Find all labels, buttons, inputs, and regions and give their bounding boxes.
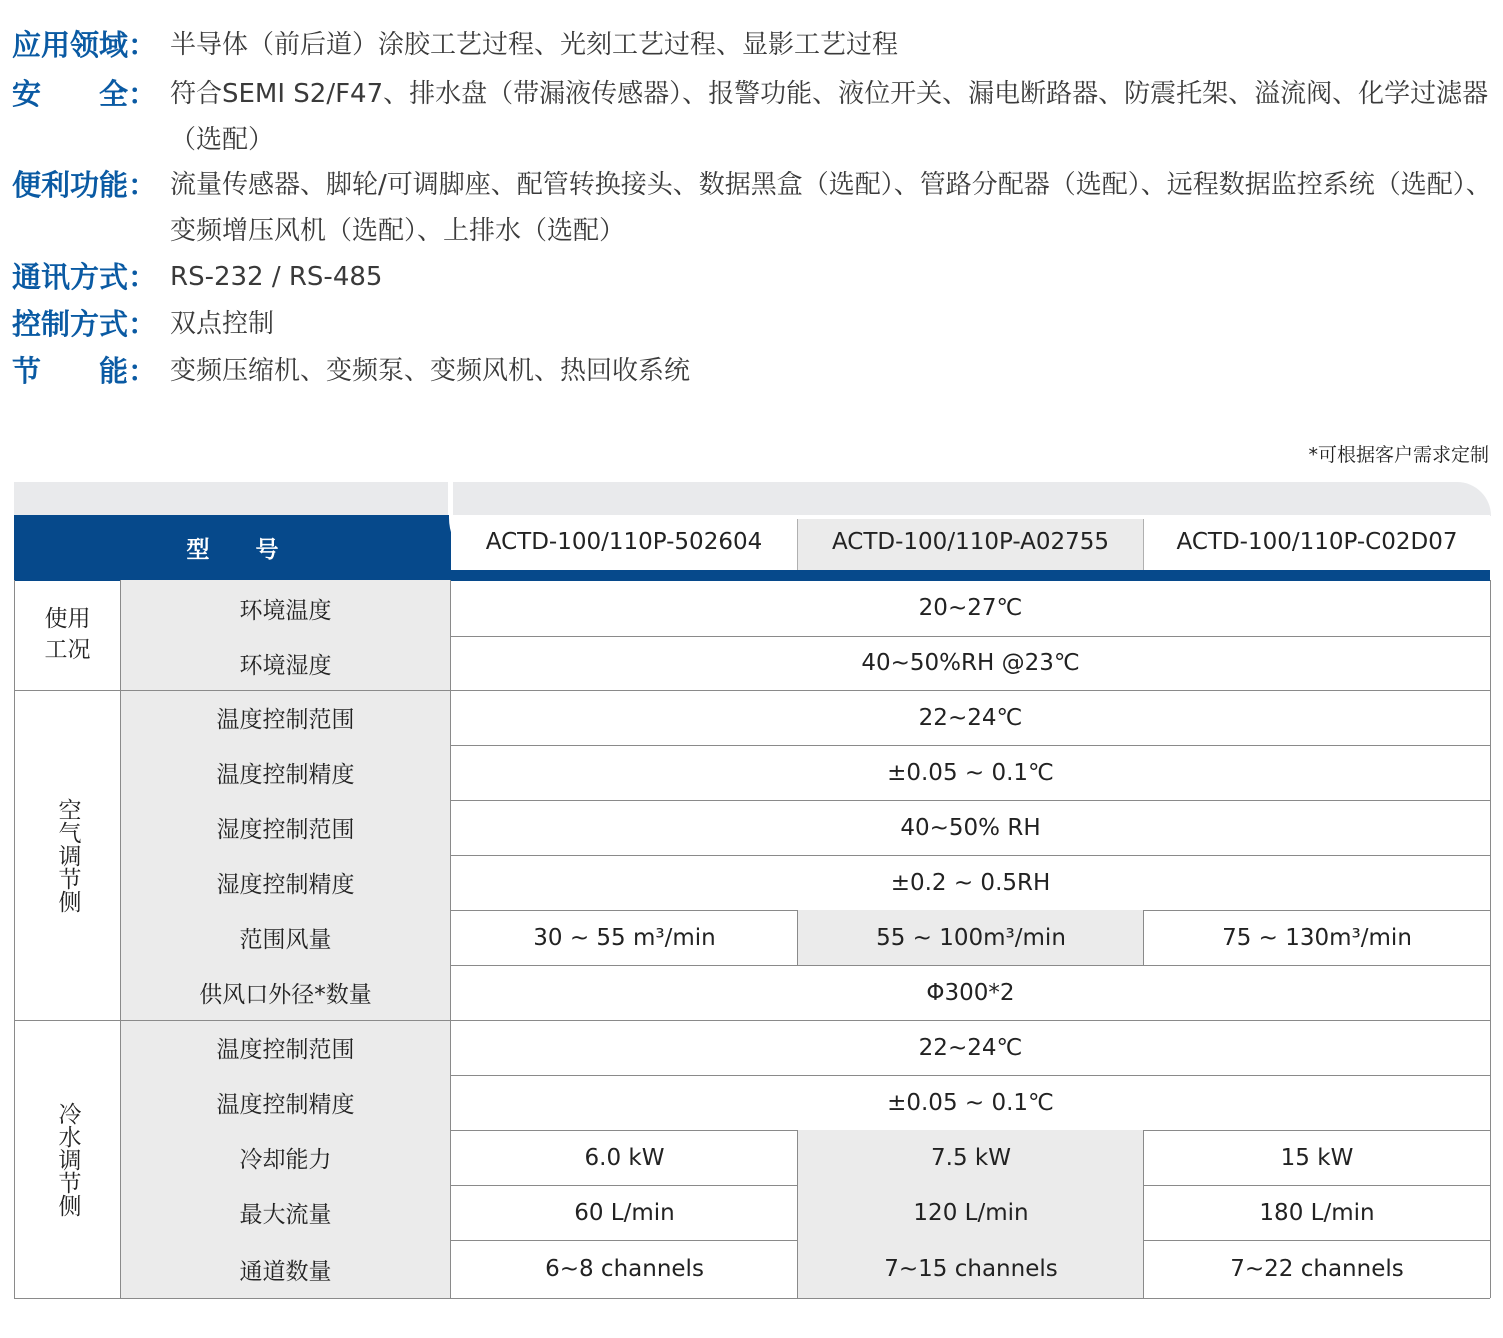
feature-key: 应用领域： — [12, 28, 158, 62]
model-label: 型 号 — [186, 537, 279, 563]
group-water-label: 冷水调节侧 — [54, 1101, 81, 1217]
model-divider — [797, 519, 798, 571]
group-divider — [14, 1020, 1490, 1021]
value-cell: 7.5 kW — [798, 1130, 1144, 1185]
param-cell: 温度控制精度 — [121, 1075, 450, 1130]
table-top-bar-left — [14, 482, 448, 516]
value-cell: 6~8 channels — [545, 1256, 704, 1282]
feature-application — [12, 22, 1497, 68]
param-cell: 温度控制范围 — [121, 690, 450, 745]
feature-value: 双点控制 — [170, 309, 275, 339]
feature-value: RS-232 / RS-485 — [170, 262, 383, 292]
value-cell: 6.0 kW — [584, 1144, 665, 1171]
param-cell: 冷却能力 — [121, 1130, 450, 1185]
model-1: ACTD-100/110P-502604 — [451, 519, 797, 571]
feature-communication — [12, 254, 1497, 300]
table-border — [120, 580, 121, 1298]
header-underline — [14, 570, 1490, 580]
param-cell: 湿度控制范围 — [121, 800, 450, 855]
value-cell: 7~15 channels — [798, 1240, 1144, 1298]
feature-safety — [12, 71, 1497, 163]
feature-value: 流量传感器、脚轮/可调脚座、配管转换接头、数据黑盒（选配）、管路分配器（选配）、远程数据监控系统（选配）、变频增压风机（选配）、上排水（选配） — [170, 170, 1492, 246]
table-border — [1490, 580, 1491, 1298]
feature-key: 通讯方式： — [12, 260, 158, 294]
col-divider — [797, 910, 798, 965]
param-cell: 最大流量 — [121, 1185, 450, 1240]
group-divider — [14, 690, 1490, 691]
param-cell: 环境温度 — [121, 580, 450, 636]
feature-key: 控制方式： — [12, 307, 158, 341]
value-cell: 60 L/min — [574, 1199, 675, 1226]
col-divider — [797, 1185, 798, 1240]
table-top-bar-right — [453, 482, 1491, 516]
param-cell: 环境湿度 — [121, 636, 450, 690]
value-cell-merged: ±0.05 ~ 0.1℃ — [887, 1089, 1054, 1116]
col-divider — [1143, 910, 1144, 965]
feature-key: 便利功能： — [12, 168, 158, 202]
feature-value: 符合SEMI S2/F47、排水盘（带漏液传感器）、报警功能、液位开关、漏电断路器、防震托架、溢流阀、化学过滤器（选配） — [170, 79, 1489, 155]
value-cell-merged: 40~50%RH @23℃ — [861, 650, 1080, 676]
model-3: ACTD-100/110P-C02D07 — [1144, 519, 1490, 571]
value-cell: 30 ~ 55 m³/min — [533, 924, 716, 951]
col-divider — [1143, 1130, 1144, 1185]
feature-energy — [12, 348, 1497, 394]
model-divider — [1143, 519, 1144, 571]
group-divider — [14, 1298, 1490, 1299]
param-cell: 供风口外径*数量 — [121, 965, 450, 1020]
value-cell-merged: Φ300*2 — [926, 979, 1015, 1006]
value-cell-merged: 40~50% RH — [900, 814, 1041, 841]
col-divider — [1143, 1185, 1144, 1240]
param-cell: 温度控制范围 — [121, 1020, 450, 1075]
group-usage — [15, 580, 120, 690]
feature-control — [12, 301, 1497, 347]
value-cell-merged: 22~24℃ — [918, 704, 1023, 731]
value-cell: 75 ~ 130m³/min — [1222, 924, 1412, 951]
value-cell: 120 L/min — [798, 1185, 1144, 1240]
group-usage-label: 使用工况 — [44, 606, 91, 663]
param-cell: 温度控制精度 — [121, 745, 450, 800]
group-water — [15, 1020, 120, 1298]
table-border — [450, 580, 451, 1298]
col-divider — [797, 1240, 798, 1298]
value-cell: 180 L/min — [1259, 1199, 1375, 1226]
value-cell-merged: 22~24℃ — [918, 1034, 1023, 1061]
feature-convenience — [12, 162, 1497, 254]
param-cell: 通道数量 — [121, 1240, 450, 1298]
feature-key: 节 能： — [12, 354, 158, 388]
value-cell: 55 ~ 100m³/min — [798, 910, 1144, 965]
value-cell-merged: ±0.05 ~ 0.1℃ — [887, 759, 1054, 786]
value-cell: 15 kW — [1280, 1144, 1354, 1171]
custom-note: *可根据客户需求定制 — [1308, 444, 1489, 466]
value-cell: 7~22 channels — [1230, 1256, 1404, 1282]
col-divider — [797, 1130, 798, 1185]
value-cell-merged: ±0.2 ~ 0.5RH — [890, 869, 1051, 896]
group-air — [15, 690, 120, 1020]
feature-value: 变频压缩机、变频泵、变频风机、热回收系统 — [170, 356, 691, 386]
param-cell: 湿度控制精度 — [121, 855, 450, 910]
value-cell-merged: 20~27℃ — [918, 595, 1023, 621]
col-divider — [1143, 1240, 1144, 1298]
group-air-label: 空气调节侧 — [54, 797, 81, 913]
model-2: ACTD-100/110P-A02755 — [798, 519, 1143, 571]
feature-key: 安 全： — [12, 77, 158, 111]
param-cell: 范围风量 — [121, 910, 450, 965]
feature-value: 半导体（前后道）涂胶工艺过程、光刻工艺过程、显影工艺过程 — [170, 30, 899, 60]
